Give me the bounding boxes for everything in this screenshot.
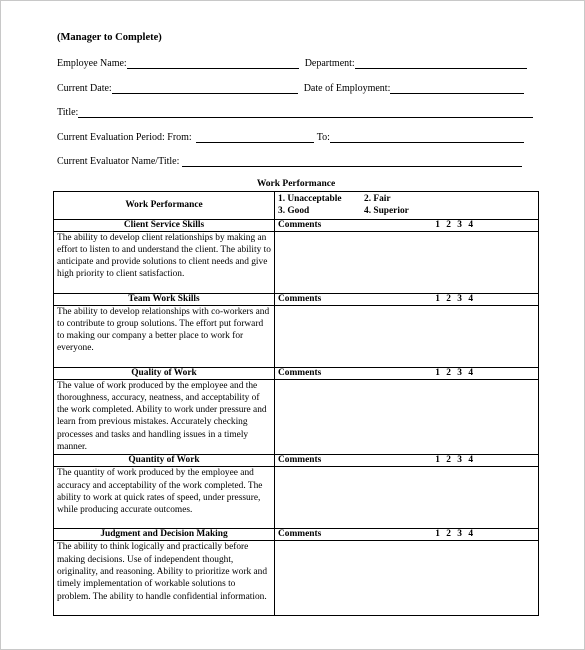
employee-name-label: Employee Name: xyxy=(57,58,127,69)
comments-cell[interactable] xyxy=(275,379,539,455)
section-rating-header xyxy=(275,293,539,305)
comments-label: Comments xyxy=(278,455,322,466)
rating-numbers[interactable]: 1 2 3 4 xyxy=(435,219,473,230)
comments-label: Comments xyxy=(278,293,322,304)
section-title: Quality of Work xyxy=(54,367,275,379)
title-label: Title: xyxy=(57,107,79,118)
comments-cell[interactable] xyxy=(275,305,539,367)
section-rating-header xyxy=(275,529,539,541)
comments-label: Comments xyxy=(278,367,322,378)
section-description: The quantity of work produced by the employee and accuracy and acceptability of the work completed. The ability to work at quick rates of speed, under pressure, while producing accurate outcomes. xyxy=(54,467,275,529)
scale-1: 1. Unacceptable xyxy=(278,194,342,204)
evaluation-from-label: Current Evaluation Period: From: xyxy=(57,132,192,143)
section-title: Client Service Skills xyxy=(54,219,275,231)
title-row xyxy=(57,104,533,118)
scale-4: 4. Superior xyxy=(364,206,409,217)
section-title-row xyxy=(54,219,539,231)
table-header-label: Work Performance xyxy=(54,192,275,220)
section-description: The ability to think logically and practically before making decisions. Use of independent thought, originality, and reasoning. Ability to prioritize work and timely implementation of workable solutions to problem. The ability to handle confidential information. xyxy=(54,541,275,616)
comments-label: Comments xyxy=(278,529,322,540)
comments-label: Comments xyxy=(278,219,322,230)
section-body-row xyxy=(54,467,539,529)
section-body-row xyxy=(54,305,539,367)
rating-scale xyxy=(275,192,539,220)
evaluation-from-field[interactable] xyxy=(196,131,314,143)
scale-3: 3. Good xyxy=(278,206,310,217)
current-date-field[interactable] xyxy=(112,82,298,94)
section-title: Team Work Skills xyxy=(54,293,275,305)
section-rating-header xyxy=(275,367,539,379)
section-body-row xyxy=(54,379,539,455)
form-heading: (Manager to Complete) xyxy=(57,32,162,43)
section-description: The value of work produced by the employee and the thoroughness, accuracy, neatness, and acceptability of the work completed. Ability to work under pressure and learn from previous mistakes. Accurately checking processes and tasks and handling issues in a timely manner. xyxy=(54,379,275,455)
date-row xyxy=(57,80,524,94)
evaluation-to-field[interactable] xyxy=(330,131,524,143)
date-of-employment-field[interactable] xyxy=(390,82,524,94)
section-title-row xyxy=(54,529,539,541)
table-header-row xyxy=(54,192,539,220)
current-date-label: Current Date: xyxy=(57,83,112,94)
scale-2: 2. Fair xyxy=(364,194,391,204)
rating-numbers[interactable]: 1 2 3 4 xyxy=(435,529,473,540)
rating-numbers[interactable]: 1 2 3 4 xyxy=(435,293,473,304)
section-title-row xyxy=(54,367,539,379)
department-field[interactable] xyxy=(355,57,527,69)
employee-row xyxy=(57,55,527,69)
section-body-row xyxy=(54,541,539,616)
work-performance-table xyxy=(53,191,539,616)
section-title: Judgment and Decision Making xyxy=(54,529,275,541)
section-title: Quantity of Work xyxy=(54,455,275,467)
section-rating-header xyxy=(275,455,539,467)
evaluator-row xyxy=(57,153,522,167)
table-title: Work Performance xyxy=(256,179,336,189)
date-of-employment-label: Date of Employment: xyxy=(303,83,391,94)
comments-cell[interactable] xyxy=(275,467,539,529)
title-field[interactable] xyxy=(78,106,533,118)
comments-cell[interactable] xyxy=(275,231,539,293)
section-title-row xyxy=(54,455,539,467)
section-title-row xyxy=(54,293,539,305)
section-description: The ability to develop client relationships by making an effort to listen to and understand the client. The ability to anticipate and provide solutions to client needs and give high priority to client satisfaction. xyxy=(54,231,275,293)
comments-cell[interactable] xyxy=(275,541,539,616)
rating-numbers[interactable]: 1 2 3 4 xyxy=(435,455,473,466)
evaluation-period-row xyxy=(57,129,524,143)
section-rating-header xyxy=(275,219,539,231)
section-description: The ability to develop relationships with co-workers and to contribute to group solutions. The effort put forward to making our company a better place to work for everyone. xyxy=(54,305,275,367)
evaluator-field[interactable] xyxy=(182,155,522,167)
evaluator-label: Current Evaluator Name/Title: xyxy=(57,156,180,167)
department-label: Department: xyxy=(304,58,355,69)
employee-name-field[interactable] xyxy=(127,57,299,69)
evaluation-to-label: To: xyxy=(316,132,330,143)
rating-numbers[interactable]: 1 2 3 4 xyxy=(435,367,473,378)
section-body-row xyxy=(54,231,539,293)
